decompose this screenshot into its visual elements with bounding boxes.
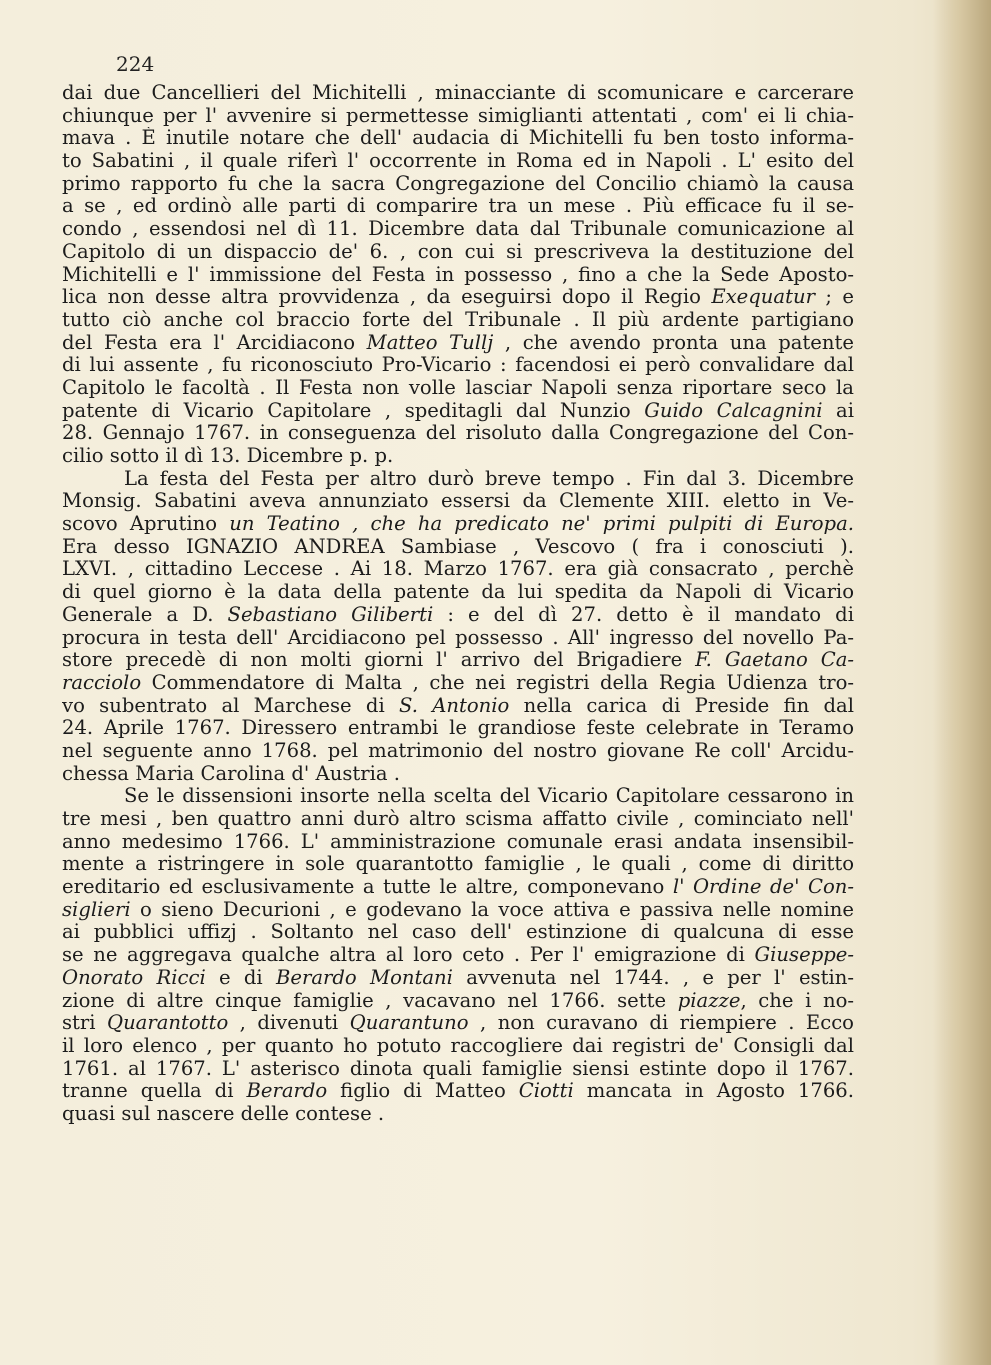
text-segment: nel seguente anno 1768. pel matrimonio del nostro giovane Re coll' Arcidu-	[62, 739, 854, 762]
text-segment: , non curavano di riempiere . Ecco	[468, 1012, 854, 1035]
italic-text: un Teatino , che ha predicato ne' primi pulpiti di Europa.	[229, 513, 854, 536]
text-segment: nella carica di Preside fin dal	[509, 694, 854, 717]
text-segment: cilio sotto il dì 13. Dicembre p. p.	[62, 445, 394, 467]
italic-text: Matteo Tullj	[366, 331, 494, 354]
text-segment: primo rapporto fu che la sacra Congregazione del Concilio chiamò la causa	[62, 172, 854, 195]
text-line	[62, 422, 854, 445]
text-segment: 24. Aprile 1767. Diressero entrambi le grandiose feste celebrate in Teramo	[62, 717, 854, 740]
text-segment: ai pubblici uffizj . Soltanto nel caso dell' estinzione di qualcuna di esse	[62, 921, 854, 944]
text-segment: patente di Vicario Capitolare , speditagli dal Nunzio	[62, 399, 645, 422]
text-segment: chessa Maria Carolina d' Austria .	[62, 762, 401, 785]
text-segment: di quel giorno è la data della patente da lui spedita da Napoli di Vicario	[62, 581, 854, 604]
text-line	[62, 105, 854, 128]
text-line	[62, 899, 854, 922]
page-number: 224	[116, 52, 155, 76]
text-line	[62, 82, 854, 105]
text-segment: figlio di Matteo	[327, 1080, 519, 1103]
text-segment: Se le dissensioni insorte nella scelta del Vicario Capitolare cessarono in	[124, 785, 854, 808]
text-segment: quasi sul nascere delle contese .	[62, 1102, 385, 1125]
text-segment: tranne quella di	[62, 1080, 247, 1103]
italic-text: Giuseppe-	[754, 944, 854, 967]
text-segment: vo subentrato al Marchese di	[62, 694, 399, 717]
page-gutter	[933, 0, 991, 1365]
text-line	[62, 1080, 854, 1103]
text-segment: dai due Cancellieri del Michitelli , minacciante di scomunicare e carcerare	[62, 82, 854, 104]
text-segment: La festa del Festa per altro durò breve tempo . Fin dal 3. Dicembre	[124, 467, 854, 490]
text-segment: Michitelli e l' immissione del Festa in possesso , fino a che la Sede Aposto-	[62, 263, 854, 286]
text-segment: a se , ed ordinò alle parti di comparire tra un mese . Più efficace fu il se-	[62, 195, 854, 218]
italic-text: S. Antonio	[399, 694, 510, 717]
text-line	[62, 1035, 854, 1058]
text-line	[62, 513, 854, 536]
text-line	[62, 468, 854, 491]
italic-text: piazze	[677, 989, 741, 1012]
text-segment: mente a ristringere in sole quarantotto famiglie , le quali , come di diritto	[62, 853, 854, 876]
italic-text: Berardo	[246, 1080, 328, 1103]
text-segment: store precedè di non molti giorni l' arrivo del Brigadiere	[62, 649, 696, 672]
text-line	[62, 264, 854, 287]
text-line	[62, 354, 854, 377]
text-segment: del Festa era l' Arcidiacono	[62, 331, 367, 354]
italic-text: F. Gaetano Ca-	[695, 649, 854, 672]
text-line	[62, 173, 854, 196]
text-segment: Monsig. Sabatini aveva annunziato essersi da Clemente XIII. eletto in Ve-	[62, 490, 854, 513]
text-segment: zione di altre cinque famiglie , vacavano nel 1766. sette	[62, 989, 678, 1012]
text-line	[62, 695, 854, 718]
text-segment: 28. Gennajo 1767. in conseguenza del risoluto dalla Congregazione del Con-	[62, 422, 854, 445]
text-line	[62, 218, 854, 241]
text-line	[62, 445, 854, 468]
italic-text: Guido Calcagnini	[644, 399, 823, 422]
text-line	[62, 672, 854, 695]
text-line	[62, 785, 854, 808]
text-segment: ai	[822, 399, 854, 422]
text-segment: 1761. al 1767. L' asterisco dinota quali famiglie siensi estinte dopo il 1767.	[62, 1057, 854, 1080]
italic-text: Berardo Montani	[275, 966, 453, 989]
text-line	[62, 150, 854, 173]
text-line	[62, 853, 854, 876]
italic-text: racciolo	[62, 671, 142, 694]
text-line	[62, 876, 854, 899]
text-segment: mancata in Agosto 1766.	[573, 1080, 854, 1103]
text-segment: to Sabatini , il quale riferì l' occorrente in Roma ed in Napoli . L' esito del	[62, 150, 854, 173]
text-line	[62, 581, 854, 604]
text-segment: anno medesimo 1766. L' amministrazione comunale erasi andata insensibil-	[62, 830, 854, 853]
text-segment: tre mesi , ben quattro anni durò altro scisma affatto civile , cominciato nell'	[62, 808, 854, 830]
text-line	[62, 536, 854, 559]
text-line	[62, 558, 854, 581]
text-segment: avvenuta nel 1744. , e per l' estin-	[452, 966, 854, 989]
text-line	[62, 309, 854, 332]
text-segment: Generale a D.	[62, 603, 228, 626]
text-line	[62, 377, 854, 400]
text-segment: Commendatore di Malta , che nei registri della Regia Udienza tro-	[141, 671, 854, 694]
text-line	[62, 604, 854, 627]
text-segment: o sieno Decurioni , e godevano la voce attiva e passiva nelle nomine	[130, 898, 854, 921]
text-line	[62, 400, 854, 423]
text-line	[62, 127, 854, 150]
italic-text: Onorato Ricci	[62, 966, 206, 989]
text-segment: Era desso IGNAZIO ANDREA Sambiase , Vescovo ( fra i conosciuti ).	[62, 535, 854, 558]
text-line	[62, 740, 854, 763]
italic-text: Sebastiano Giliberti	[227, 603, 434, 626]
text-segment: mava . È inutile notare che dell' audacia di Michitelli fu ben tosto informa-	[62, 127, 854, 150]
text-line	[62, 1058, 854, 1081]
text-segment: , che i no-	[740, 989, 854, 1012]
body-text	[62, 82, 854, 1126]
text-segment: ereditario ed esclusivamente a tutte le altre, componevano	[62, 876, 673, 899]
text-segment: tutto ciò anche col braccio forte del Tribunale . Il più ardente partigiano	[62, 308, 854, 331]
italic-text: Quarantotto	[107, 1012, 229, 1035]
text-segment: lica non desse altra provvidenza , da eseguirsi dopo il Regio	[62, 286, 712, 309]
text-line	[62, 990, 854, 1013]
text-segment: Capitolo di un dispaccio de' 6. , con cui si prescriveva la destituzione del	[62, 240, 854, 263]
text-segment: condo , essendosi nel dì 11. Dicembre data dal Tribunale comunicazione al	[62, 218, 854, 241]
text-segment: stri	[62, 1012, 107, 1035]
text-line	[62, 490, 854, 513]
text-line	[62, 1012, 854, 1035]
text-segment: LXVI. , cittadino Leccese . Ai 18. Marzo 1767. era già consacrato , perchè	[62, 558, 854, 581]
text-line	[62, 763, 854, 786]
italic-text: siglieri	[62, 898, 131, 921]
text-segment: , che avendo pronta una patente	[493, 331, 854, 354]
text-segment: di lui assente , fu riconosciuto Pro-Vicario : facendosi ei però convalidare dal	[62, 354, 854, 377]
text-segment: chiunque per l' avvenire si permettesse simiglianti attentati , com' ei li chia-	[62, 104, 854, 127]
text-line	[62, 717, 854, 740]
text-line	[62, 808, 854, 831]
text-segment: e di	[205, 966, 276, 989]
text-line	[62, 649, 854, 672]
italic-text: Exequatur	[711, 286, 815, 309]
text-segment: procura in testa dell' Arcidiacono pel possesso . All' ingresso del novello Pa-	[62, 626, 854, 649]
text-segment: : e del dì 27. detto è il mandato di	[433, 603, 854, 626]
text-segment: Capitolo le facoltà . Il Festa non volle lasciar Napoli senza riportare seco la	[62, 376, 854, 399]
text-line	[62, 967, 854, 990]
italic-text: Ciotti	[518, 1080, 574, 1103]
text-line	[62, 921, 854, 944]
text-line	[62, 627, 854, 650]
text-line	[62, 286, 854, 309]
italic-text: l' Ordine de' Con-	[672, 876, 854, 899]
text-line	[62, 195, 854, 218]
text-line	[62, 241, 854, 264]
italic-text: Quarantuno	[349, 1012, 469, 1035]
text-segment: se ne aggregava qualche altra al loro ceto . Per l' emigrazione di	[62, 944, 755, 967]
text-line	[62, 944, 854, 967]
text-segment: il loro elenco , per quanto ho potuto raccogliere dai registri de' Consigli dal	[62, 1034, 854, 1057]
text-line	[62, 831, 854, 854]
text-segment: , divenuti	[228, 1012, 350, 1035]
text-line	[62, 332, 854, 355]
text-line	[62, 1103, 854, 1126]
text-segment: ; e	[814, 286, 854, 309]
text-segment: scovo Aprutino	[62, 513, 230, 536]
